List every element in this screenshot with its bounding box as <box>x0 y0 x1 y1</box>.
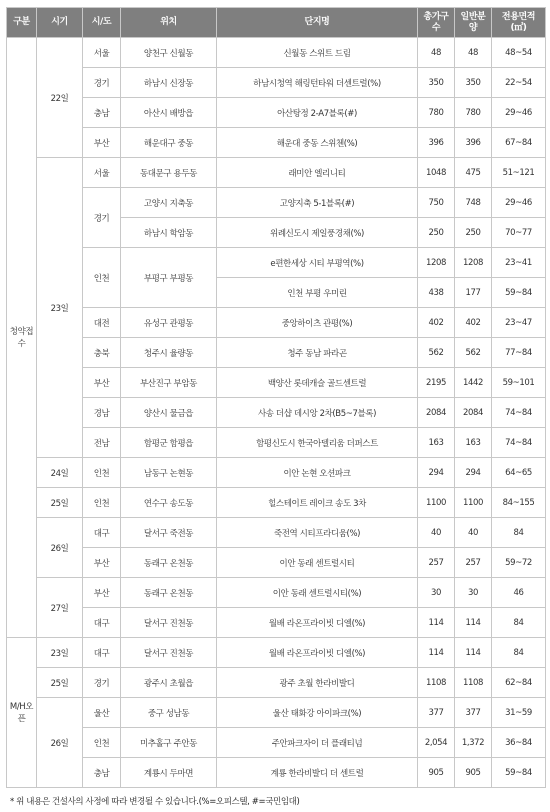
general-cell: 294 <box>455 458 492 488</box>
area-cell: 74~84 <box>492 428 546 458</box>
total-cell: 114 <box>418 638 455 668</box>
table-row <box>7 518 546 548</box>
complex-cell: e편한세상 시티 부평역(%) <box>217 248 418 278</box>
location-cell: 달서구 죽전동 <box>121 518 217 548</box>
table-row <box>7 548 546 578</box>
location-cell: 아산시 배방읍 <box>121 98 217 128</box>
period-cell: 25일 <box>37 488 83 518</box>
area-cell: 46 <box>492 578 546 608</box>
location-cell: 동대문구 용두동 <box>121 158 217 188</box>
complex-cell: 이안 동래 센트럴시티(%) <box>217 578 418 608</box>
total-cell: 402 <box>418 308 455 338</box>
location-cell: 양천구 신월동 <box>121 38 217 68</box>
table-row <box>7 38 546 68</box>
table-row <box>7 308 546 338</box>
table-row <box>7 398 546 428</box>
area-cell: 84 <box>492 638 546 668</box>
general-cell: 905 <box>455 758 492 788</box>
footnote: * 위 내용은 건설사의 사정에 따라 변경될 수 있습니다.(%=오피스텔, #=국민임대) <box>10 797 300 807</box>
region-cell: 서울 <box>83 38 121 68</box>
region-cell: 대구 <box>83 518 121 548</box>
general-cell: 402 <box>455 308 492 338</box>
period-cell: 26일 <box>37 518 83 578</box>
header-general-sale: 일반분양 <box>455 8 492 38</box>
complex-cell: 울산 태화강 아이파크(%) <box>217 698 418 728</box>
table-row <box>7 338 546 368</box>
header-row <box>7 8 546 38</box>
general-cell: 562 <box>455 338 492 368</box>
total-cell: 396 <box>418 128 455 158</box>
general-cell: 163 <box>455 428 492 458</box>
complex-cell: 해운대 중동 스위첸(%) <box>217 128 418 158</box>
location-cell: 하남시 신장동 <box>121 68 217 98</box>
region-cell: 경기 <box>83 188 121 248</box>
total-cell: 438 <box>418 278 455 308</box>
category-cell: M/H오픈 <box>7 638 37 788</box>
general-cell: 1,372 <box>455 728 492 758</box>
complex-cell: 죽전역 시티프라디움(%) <box>217 518 418 548</box>
location-cell: 해운대구 중동 <box>121 128 217 158</box>
period-cell: 23일 <box>37 638 83 668</box>
period-cell: 24일 <box>37 458 83 488</box>
total-cell: 562 <box>418 338 455 368</box>
general-cell: 40 <box>455 518 492 548</box>
table-row <box>7 368 546 398</box>
location-cell: 미추홀구 주안동 <box>121 728 217 758</box>
total-cell: 1048 <box>418 158 455 188</box>
area-cell: 36~84 <box>492 728 546 758</box>
region-cell: 충남 <box>83 98 121 128</box>
general-cell: 48 <box>455 38 492 68</box>
header-area: 전용면적(㎡) <box>492 8 546 38</box>
region-cell: 인천 <box>83 458 121 488</box>
table-row <box>7 428 546 458</box>
location-cell: 달서구 진천동 <box>121 608 217 638</box>
area-cell: 48~54 <box>492 38 546 68</box>
region-cell: 서울 <box>83 158 121 188</box>
schedule-table-container <box>6 7 545 788</box>
complex-cell: 청주 동남 파라곤 <box>217 338 418 368</box>
total-cell: 350 <box>418 68 455 98</box>
area-cell: 59~72 <box>492 548 546 578</box>
region-cell: 전남 <box>83 428 121 458</box>
table-row <box>7 608 546 638</box>
region-cell: 인천 <box>83 488 121 518</box>
location-cell: 유성구 관평동 <box>121 308 217 338</box>
table-row <box>7 638 546 668</box>
area-cell: 23~47 <box>492 308 546 338</box>
total-cell: 48 <box>418 38 455 68</box>
total-cell: 163 <box>418 428 455 458</box>
table-row <box>7 68 546 98</box>
location-cell: 함평군 함평읍 <box>121 428 217 458</box>
complex-cell: 주안파크자이 더 플래티넘 <box>217 728 418 758</box>
area-cell: 59~84 <box>492 278 546 308</box>
total-cell: 1108 <box>418 668 455 698</box>
region-cell: 충남 <box>83 758 121 788</box>
region-cell: 부산 <box>83 578 121 608</box>
area-cell: 29~46 <box>492 98 546 128</box>
table-row <box>7 758 546 788</box>
total-cell: 257 <box>418 548 455 578</box>
location-cell: 청주시 율량동 <box>121 338 217 368</box>
region-cell: 대전 <box>83 308 121 338</box>
header-period: 시기 <box>37 8 83 38</box>
complex-cell: 인천 부평 우미린 <box>217 278 418 308</box>
table-row <box>7 158 546 188</box>
period-cell: 26일 <box>37 698 83 788</box>
table-row <box>7 188 546 218</box>
area-cell: 77~84 <box>492 338 546 368</box>
total-cell: 1208 <box>418 248 455 278</box>
table-row <box>7 668 546 698</box>
area-cell: 59~101 <box>492 368 546 398</box>
table-row <box>7 458 546 488</box>
table-row <box>7 698 546 728</box>
total-cell: 30 <box>418 578 455 608</box>
area-cell: 22~54 <box>492 68 546 98</box>
complex-cell: 월배 라온프라이빗 디엘(%) <box>217 638 418 668</box>
area-cell: 51~121 <box>492 158 546 188</box>
general-cell: 2084 <box>455 398 492 428</box>
total-cell: 905 <box>418 758 455 788</box>
complex-cell: 아산탕정 2-A7블록(#) <box>217 98 418 128</box>
total-cell: 377 <box>418 698 455 728</box>
area-cell: 29~46 <box>492 188 546 218</box>
table-row <box>7 728 546 758</box>
complex-cell: 함평신도시 한국아델리움 더퍼스트 <box>217 428 418 458</box>
header-complex: 단지명 <box>217 8 418 38</box>
general-cell: 30 <box>455 578 492 608</box>
region-cell: 인천 <box>83 728 121 758</box>
table-row <box>7 98 546 128</box>
complex-cell: 계룡 한라비발디 더 센트럴 <box>217 758 418 788</box>
region-cell: 경기 <box>83 668 121 698</box>
general-cell: 377 <box>455 698 492 728</box>
region-cell: 부산 <box>83 368 121 398</box>
area-cell: 67~84 <box>492 128 546 158</box>
region-cell: 충북 <box>83 338 121 368</box>
area-cell: 62~84 <box>492 668 546 698</box>
period-cell: 22일 <box>37 38 83 158</box>
location-cell: 달서구 진천동 <box>121 638 217 668</box>
total-cell: 1100 <box>418 488 455 518</box>
general-cell: 475 <box>455 158 492 188</box>
header-total-households: 총가구수 <box>418 8 455 38</box>
area-cell: 70~77 <box>492 218 546 248</box>
period-cell: 27일 <box>37 578 83 638</box>
area-cell: 74~84 <box>492 398 546 428</box>
general-cell: 396 <box>455 128 492 158</box>
location-cell: 양산시 물금읍 <box>121 398 217 428</box>
table-row <box>7 128 546 158</box>
total-cell: 250 <box>418 218 455 248</box>
region-cell: 경남 <box>83 398 121 428</box>
subscription-schedule-table <box>6 7 546 788</box>
location-cell: 계룡시 두마면 <box>121 758 217 788</box>
header-region: 시/도 <box>83 8 121 38</box>
total-cell: 750 <box>418 188 455 218</box>
general-cell: 780 <box>455 98 492 128</box>
period-cell: 23일 <box>37 158 83 458</box>
period-cell: 25일 <box>37 668 83 698</box>
general-cell: 250 <box>455 218 492 248</box>
complex-cell: 래미안 엘리니티 <box>217 158 418 188</box>
table-row <box>7 578 546 608</box>
region-cell: 인천 <box>83 248 121 308</box>
complex-cell: 중앙하이츠 관평(%) <box>217 308 418 338</box>
category-cell: 청약접수 <box>7 38 37 638</box>
location-cell: 하남시 학암동 <box>121 218 217 248</box>
complex-cell: 하남시청역 해링턴타워 더센트럴(%) <box>217 68 418 98</box>
complex-cell: 위례신도시 제일풍경채(%) <box>217 218 418 248</box>
complex-cell: 신월동 스위트 드림 <box>217 38 418 68</box>
general-cell: 177 <box>455 278 492 308</box>
general-cell: 114 <box>455 608 492 638</box>
location-cell: 남동구 논현동 <box>121 458 217 488</box>
complex-cell: 힐스테이트 레이크 송도 3차 <box>217 488 418 518</box>
region-cell: 경기 <box>83 68 121 98</box>
region-cell: 대구 <box>83 608 121 638</box>
table-row <box>7 248 546 278</box>
area-cell: 59~84 <box>492 758 546 788</box>
area-cell: 84~155 <box>492 488 546 518</box>
region-cell: 부산 <box>83 548 121 578</box>
total-cell: 114 <box>418 608 455 638</box>
area-cell: 84 <box>492 608 546 638</box>
location-cell: 동래구 온천동 <box>121 578 217 608</box>
area-cell: 84 <box>492 518 546 548</box>
complex-cell: 월배 라온프라이빗 디엘(%) <box>217 608 418 638</box>
general-cell: 1442 <box>455 368 492 398</box>
total-cell: 2084 <box>418 398 455 428</box>
location-cell: 부산진구 부암동 <box>121 368 217 398</box>
region-cell: 대구 <box>83 638 121 668</box>
total-cell: 780 <box>418 98 455 128</box>
area-cell: 23~41 <box>492 248 546 278</box>
general-cell: 1208 <box>455 248 492 278</box>
area-cell: 31~59 <box>492 698 546 728</box>
location-cell: 동래구 온천동 <box>121 548 217 578</box>
general-cell: 748 <box>455 188 492 218</box>
complex-cell: 사송 더샵 데시앙 2차(B5~7블록) <box>217 398 418 428</box>
header-category: 구분 <box>7 8 37 38</box>
general-cell: 1100 <box>455 488 492 518</box>
region-cell: 부산 <box>83 128 121 158</box>
complex-cell: 이안 동래 센트럴시티 <box>217 548 418 578</box>
general-cell: 257 <box>455 548 492 578</box>
general-cell: 1108 <box>455 668 492 698</box>
location-cell: 고양시 지축동 <box>121 188 217 218</box>
region-cell: 울산 <box>83 698 121 728</box>
area-cell: 64~65 <box>492 458 546 488</box>
total-cell: 40 <box>418 518 455 548</box>
total-cell: 294 <box>418 458 455 488</box>
header-location: 위치 <box>121 8 217 38</box>
complex-cell: 광주 초월 한라비발디 <box>217 668 418 698</box>
general-cell: 350 <box>455 68 492 98</box>
complex-cell: 백양산 롯데캐슬 골드센트럴 <box>217 368 418 398</box>
total-cell: 2195 <box>418 368 455 398</box>
general-cell: 114 <box>455 638 492 668</box>
location-cell: 부평구 부평동 <box>121 248 217 308</box>
location-cell: 연수구 송도동 <box>121 488 217 518</box>
table-row <box>7 488 546 518</box>
total-cell: 2,054 <box>418 728 455 758</box>
location-cell: 광주시 초월읍 <box>121 668 217 698</box>
complex-cell: 고양지축 5-1블록(#) <box>217 188 418 218</box>
location-cell: 중구 성남동 <box>121 698 217 728</box>
complex-cell: 이안 논현 오션파크 <box>217 458 418 488</box>
